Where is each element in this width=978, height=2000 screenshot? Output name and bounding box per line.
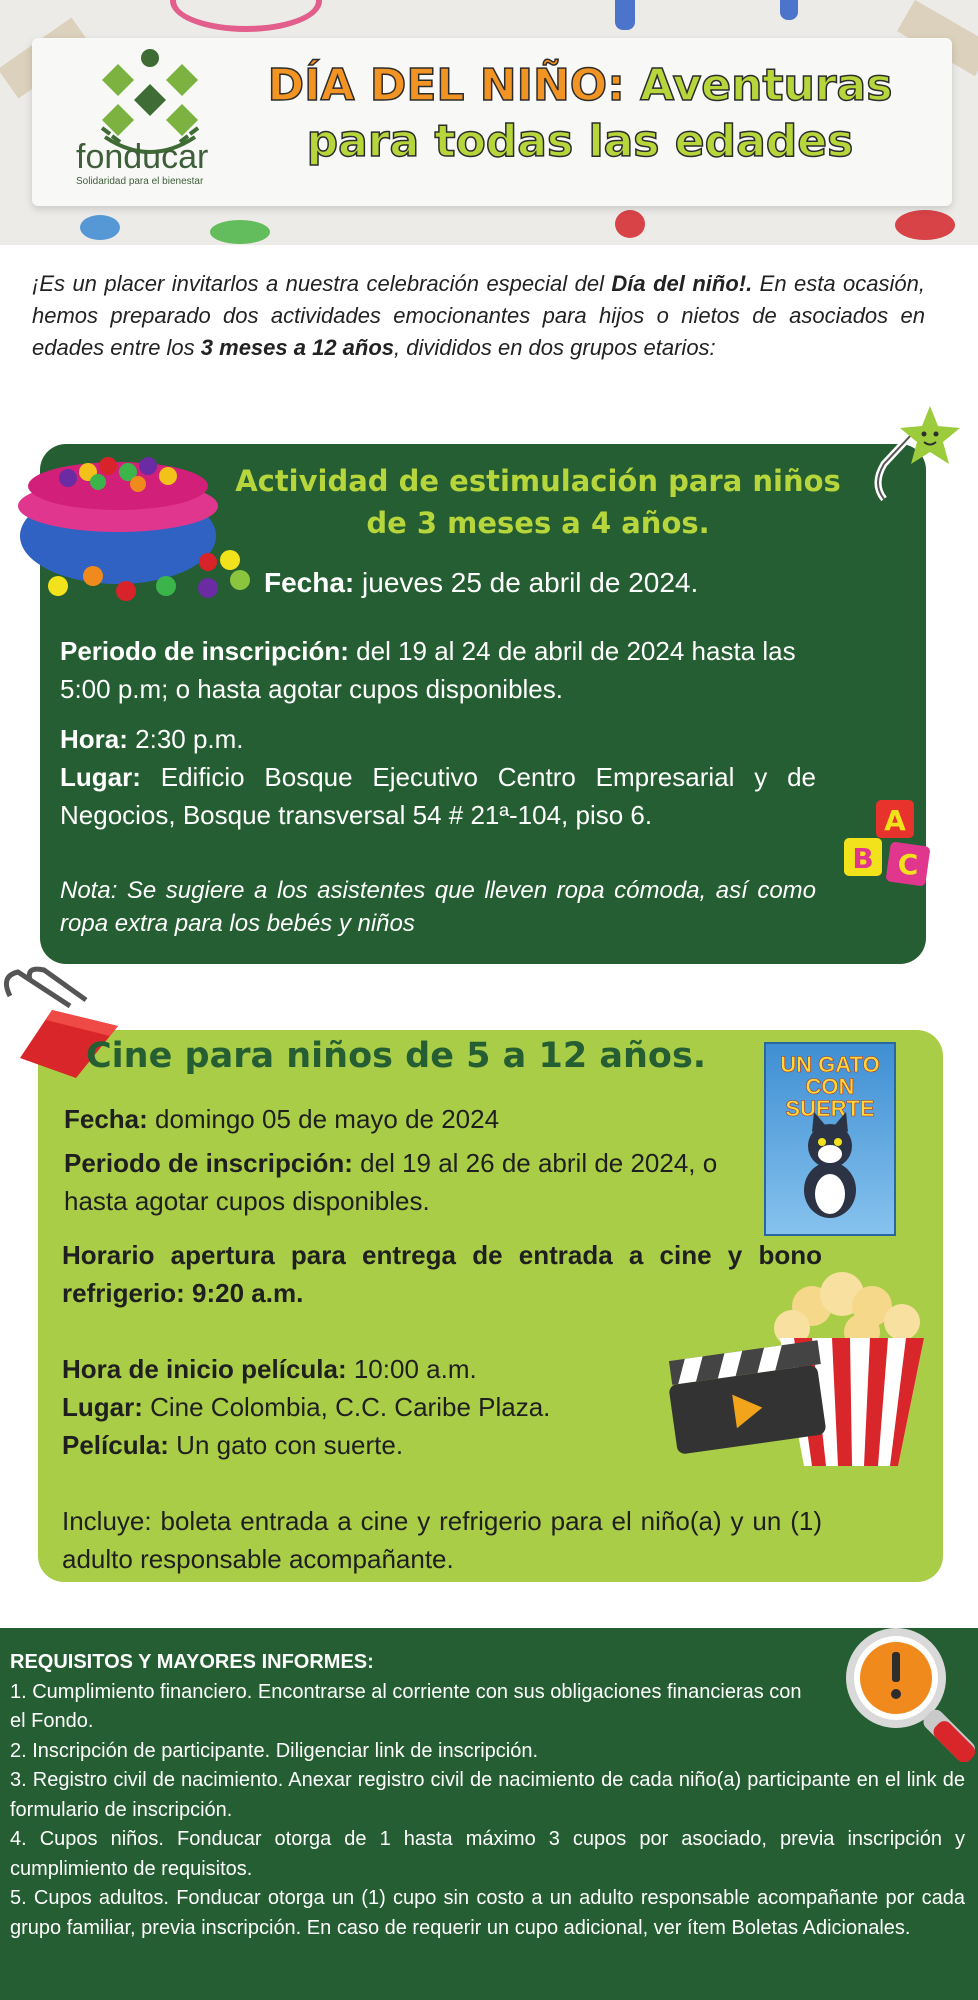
requisito-item-4: 4. Cupos niños. Fonducar otorga de 1 hasta máximo 3 cupos por asociado, previa inscripción y cumplimiento de requisitos.	[10, 1828, 965, 1880]
activity2-horario: Horario apertura para entrega de entrada a cine y bono refrigerio: 9:20 a.m.	[62, 1240, 822, 1308]
intro-bold-1: Día del niño!.	[611, 271, 753, 296]
title-part-green: Aventuras	[640, 60, 893, 111]
page-title	[240, 58, 920, 170]
activity2-lugar	[62, 1388, 642, 1426]
activity2-lugar-value: Cine Colombia, C.C. Caribe Plaza.	[142, 1392, 551, 1422]
activity2-inscripcion-value: del 19 al 26 de abril de 2024, o hasta agotar cupos disponibles.	[64, 1148, 718, 1216]
activity2-fecha	[64, 1100, 744, 1138]
activity2-fecha-value: domingo 05 de mayo de 2024	[147, 1104, 500, 1134]
activity1-fecha-value: jueves 25 de abril de 2024.	[354, 567, 699, 598]
title-part-orange: DÍA DEL NIÑO:	[267, 60, 625, 111]
activity1-lugar-label: Lugar:	[60, 762, 141, 792]
requisito-item-3: 3. Registro civil de nacimiento. Anexar registro civil de nacimiento de cada niño(a) participante en el link de formulario de inscripción.	[10, 1769, 965, 1821]
activity1-hora	[60, 720, 820, 758]
activity2-incluye: Incluye: boleta entrada a cine y refrigerio para el niño(a) y un (1) adulto responsable acompañante.	[62, 1506, 822, 1574]
activity2-pelicula-label: Película:	[62, 1430, 169, 1460]
intro-text-3: , divididos en dos grupos etarios:	[394, 335, 716, 360]
ball-pit-icon	[18, 436, 250, 606]
activity1-lugar	[60, 758, 816, 834]
activity1-inscripcion	[60, 632, 800, 708]
title-line-2: para todas las edades	[306, 116, 854, 167]
activity1-lugar-value: Edificio Bosque Ejecutivo Centro Empresarial y de Negocios, Bosque transversal 54 # 21ª-104, piso 6.	[60, 762, 816, 830]
block-letter-c: C	[897, 848, 919, 881]
activity2-inscripcion-label: Periodo de inscripción:	[64, 1148, 353, 1178]
activity1-nota: Nota: Se sugiere a los asistentes que lleven ropa cómoda, así como ropa extra para los bebés y niños	[60, 877, 816, 937]
intro-paragraph	[32, 268, 925, 364]
requisitos-text	[10, 1648, 965, 1943]
requisito-item-5: 5. Cupos adultos. Fonducar otorga un (1) cupo sin costo a un adulto responsable acompañante por cada grupo familiar, previa inscripción. En caso de requerir un cupo adicional, ver ítem Boletas Adicionales.	[10, 1887, 965, 1939]
abc-blocks-icon	[842, 798, 938, 890]
activity2-inicio-label: Hora de inicio película:	[62, 1354, 347, 1384]
activity2-inscripcion	[64, 1144, 724, 1220]
requisito-item-1: 1. Cumplimiento financiero. Encontrarse al corriente con sus obligaciones financieras con el Fondo.	[10, 1680, 802, 1732]
activity1-inscripcion-label: Periodo de inscripción:	[60, 636, 349, 666]
activity2-pelicula	[62, 1426, 642, 1464]
logo-slogan: Solidaridad para el bienestar	[76, 176, 204, 187]
activity2-title: Cine para niños de 5 a 12 años.	[86, 1036, 707, 1076]
activity2-inicio	[62, 1350, 642, 1388]
activity2-fecha-label: Fecha:	[64, 1104, 148, 1134]
requisitos-heading: REQUISITOS Y MAYORES INFORMES:	[10, 1651, 374, 1673]
header-banner	[0, 0, 978, 245]
activity1-hora-label: Hora:	[60, 724, 128, 754]
cat-illustration-icon	[790, 1110, 870, 1220]
intro-bold-2: 3 meses a 12 años	[200, 335, 395, 360]
requisito-item-2: 2. Inscripción de participante. Diligenciar link de inscripción.	[10, 1739, 539, 1762]
activity1-fecha	[264, 564, 824, 602]
activity1-inscripcion-value: del 19 al 24 de abril de 2024 hasta las 5:00 p.m; o hasta agotar cupos disponibles.	[60, 636, 796, 704]
block-letter-b: B	[852, 842, 874, 875]
activity2-pelicula-value: Un gato con suerte.	[168, 1430, 404, 1460]
block-letter-a: A	[884, 804, 906, 837]
activity1-fecha-label: Fecha:	[264, 567, 355, 598]
poster-title-line-1: UN GATO CON	[780, 1052, 880, 1099]
activity2-lugar-label: Lugar:	[62, 1392, 143, 1422]
activity1-title: Actividad de estimulación para niños de 3 meses a 4 años.	[235, 464, 841, 540]
intro-text-2: En esta ocasión, hemos preparado dos actividades emocionantes para hijos o nietos de asociados en edades entre los	[32, 271, 925, 360]
popcorn-clapper-icon	[662, 1266, 934, 1476]
logo-wordmark: fonducar	[76, 138, 209, 176]
intro-text-1: ¡Es un placer invitarlos a nuestra celebración especial del	[32, 271, 612, 296]
activity1-hora-value: 2:30 p.m.	[127, 724, 244, 754]
star-paperclip-icon	[872, 404, 962, 504]
poster-title-line-2: SUERTE	[785, 1096, 875, 1121]
movie-poster	[764, 1042, 896, 1236]
activity2-inicio-value: 10:00 a.m.	[346, 1354, 477, 1384]
